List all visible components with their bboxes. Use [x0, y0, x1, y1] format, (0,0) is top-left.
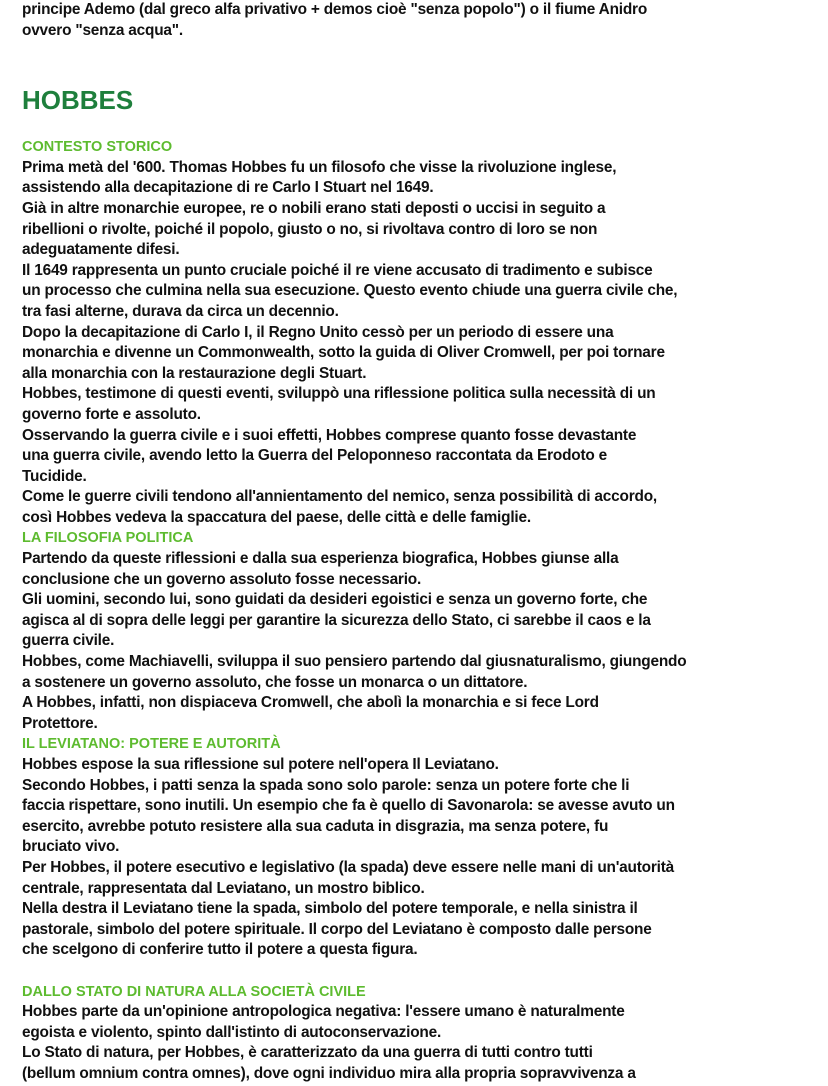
text-line: Nella destra il Leviatano tiene la spada, simbolo del potere temporale, e nella sinistra il [22, 900, 638, 918]
text-line: Lo Stato di natura, per Hobbes, è caratterizzato da una guerra di tutti contro tutti [22, 1044, 593, 1062]
text-line: conclusione che un governo assoluto fosse necessario. [22, 570, 422, 588]
document-page [22, 0, 822, 1085]
paragraph [22, 158, 822, 529]
text-line: Hobbes, come Machiavelli, sviluppa il suo pensiero partendo dal giusnaturalismo, giungendo [22, 653, 687, 671]
text-line: una guerra civile, avendo letto la Guerra del Peloponneso raccontata da Erodoto e [22, 447, 608, 465]
text-line: Già in altre monarchie europee, re o nobili erano stati deposti o uccisi in seguito a [22, 199, 606, 217]
subsection-heading: IL LEVIATANO: POTERE E AUTORITÀ [22, 736, 281, 753]
text-line: che scelgono di conferire tutto il potere a questa figura. [22, 941, 418, 959]
text-line: principe Ademo (dal greco alfa privativo + demos cioè "senza popolo") o il fiume Anidro [22, 1, 648, 18]
text-line: monarchia e divenne un Commonwealth, sotto la guida di Oliver Cromwell, per poi tornare [22, 344, 665, 362]
text-line: adeguatamente difesi. [22, 241, 180, 259]
text-line: A Hobbes, infatti, non dispiaceva Cromwell, che abolì la monarchia e si fece Lord [22, 694, 599, 712]
text-line: ribellioni o rivolte, poiché il popolo, giusto o no, si rivoltava contro di loro se non [22, 220, 598, 238]
text-line: faccia rispettare, sono inutili. Un esempio che fa è quello di Savonarola: se avesse avuto un [22, 797, 675, 815]
text-line: Partendo da queste riflessioni e dalla sua esperienza biografica, Hobbes giunse alla [22, 550, 619, 568]
paragraph [22, 1002, 822, 1084]
text-line: Hobbes espose la sua riflessione sul potere nell'opera Il Leviatano. [22, 756, 499, 773]
text-line: un processo che culmina nella sua esecuzione. Questo evento chiude una guerra civile che, [22, 282, 678, 300]
paragraph [22, 0, 822, 41]
text-line: Hobbes, testimone di questi eventi, sviluppò una riflessione politica sulla necessità di un [22, 385, 656, 403]
text-line: Il 1649 rappresenta un punto cruciale poiché il re viene accusato di tradimento e subisce [22, 261, 653, 279]
text-line: a sostenere un governo assoluto, che fosse un monarca o un dittatore. [22, 673, 528, 691]
subsection-heading: CONTESTO STORICO [22, 139, 173, 156]
text-line: così Hobbes vedeva la spaccatura del paese, delle città e delle famiglie. [22, 508, 531, 526]
text-line: Osservando la guerra civile e i suoi effetti, Hobbes comprese quanto fosse devastante [22, 426, 637, 444]
text-line: Protettore. [22, 714, 98, 732]
paragraph [22, 549, 822, 734]
text-line: Prima metà del '600. Thomas Hobbes fu un filosofo che visse la rivoluzione inglese, [22, 158, 617, 176]
text-line: agisca al di sopra delle leggi per garantire la sicurezza dello Stato, ci sarebbe il caos e la [22, 611, 651, 629]
text-line: Come le guerre civili tendono all'annientamento del nemico, senza possibilità di accordo, [22, 488, 657, 506]
text-line: Dopo la decapitazione di Carlo I, il Regno Unito cessò per un periodo di essere una [22, 323, 614, 341]
text-line: Secondo Hobbes, i patti senza la spada sono solo parole: senza un potere forte che li [22, 776, 630, 794]
text-line: Per Hobbes, il potere esecutivo e legislativo (la spada) deve essere nelle mani di un'autorità [22, 858, 675, 876]
text-line: Hobbes parte da un'opinione antropologica negativa: l'essere umano è naturalmente [22, 1003, 625, 1021]
text-line: alla monarchia con la restaurazione degli Stuart. [22, 364, 367, 382]
text-line: Tucidide. [22, 467, 87, 485]
subsection-heading: LA FILOSOFIA POLITICA [22, 530, 194, 547]
text-line: assistendo alla decapitazione di re Carlo I Stuart nel 1649. [22, 179, 434, 197]
text-line: esercito, avrebbe potuto resistere alla sua caduta in disgrazia, ma senza potere, fu [22, 817, 609, 835]
text-line: bruciato vivo. [22, 838, 120, 856]
subsection-heading: DALLO STATO DI NATURA ALLA SOCIETÀ CIVILE [22, 983, 366, 1000]
text-line: (bellum omnium contra omnes), dove ogni individuo mira alla propria sopravvivenza a [22, 1064, 636, 1082]
text-line: Gli uomini, secondo lui, sono guidati da desideri egoistici e senza un governo forte, che [22, 591, 648, 609]
text-line: governo forte e assoluto. [22, 405, 201, 423]
text-line: pastorale, simbolo del potere spirituale. Il corpo del Leviatano è composto dalle persone [22, 920, 652, 938]
text-line: ovvero "senza acqua". [22, 21, 183, 39]
text-line: egoista e violento, spinto dall'istinto di autoconservazione. [22, 1023, 442, 1041]
spacer [22, 961, 822, 982]
text-line: centrale, rappresentata dal Leviatano, un mostro biblico. [22, 879, 425, 897]
text-line: tra fasi alterne, durava da circa un decennio. [22, 302, 339, 320]
text-line: guerra civile. [22, 632, 115, 650]
paragraph [22, 755, 822, 961]
section-title: HOBBES [22, 85, 134, 116]
